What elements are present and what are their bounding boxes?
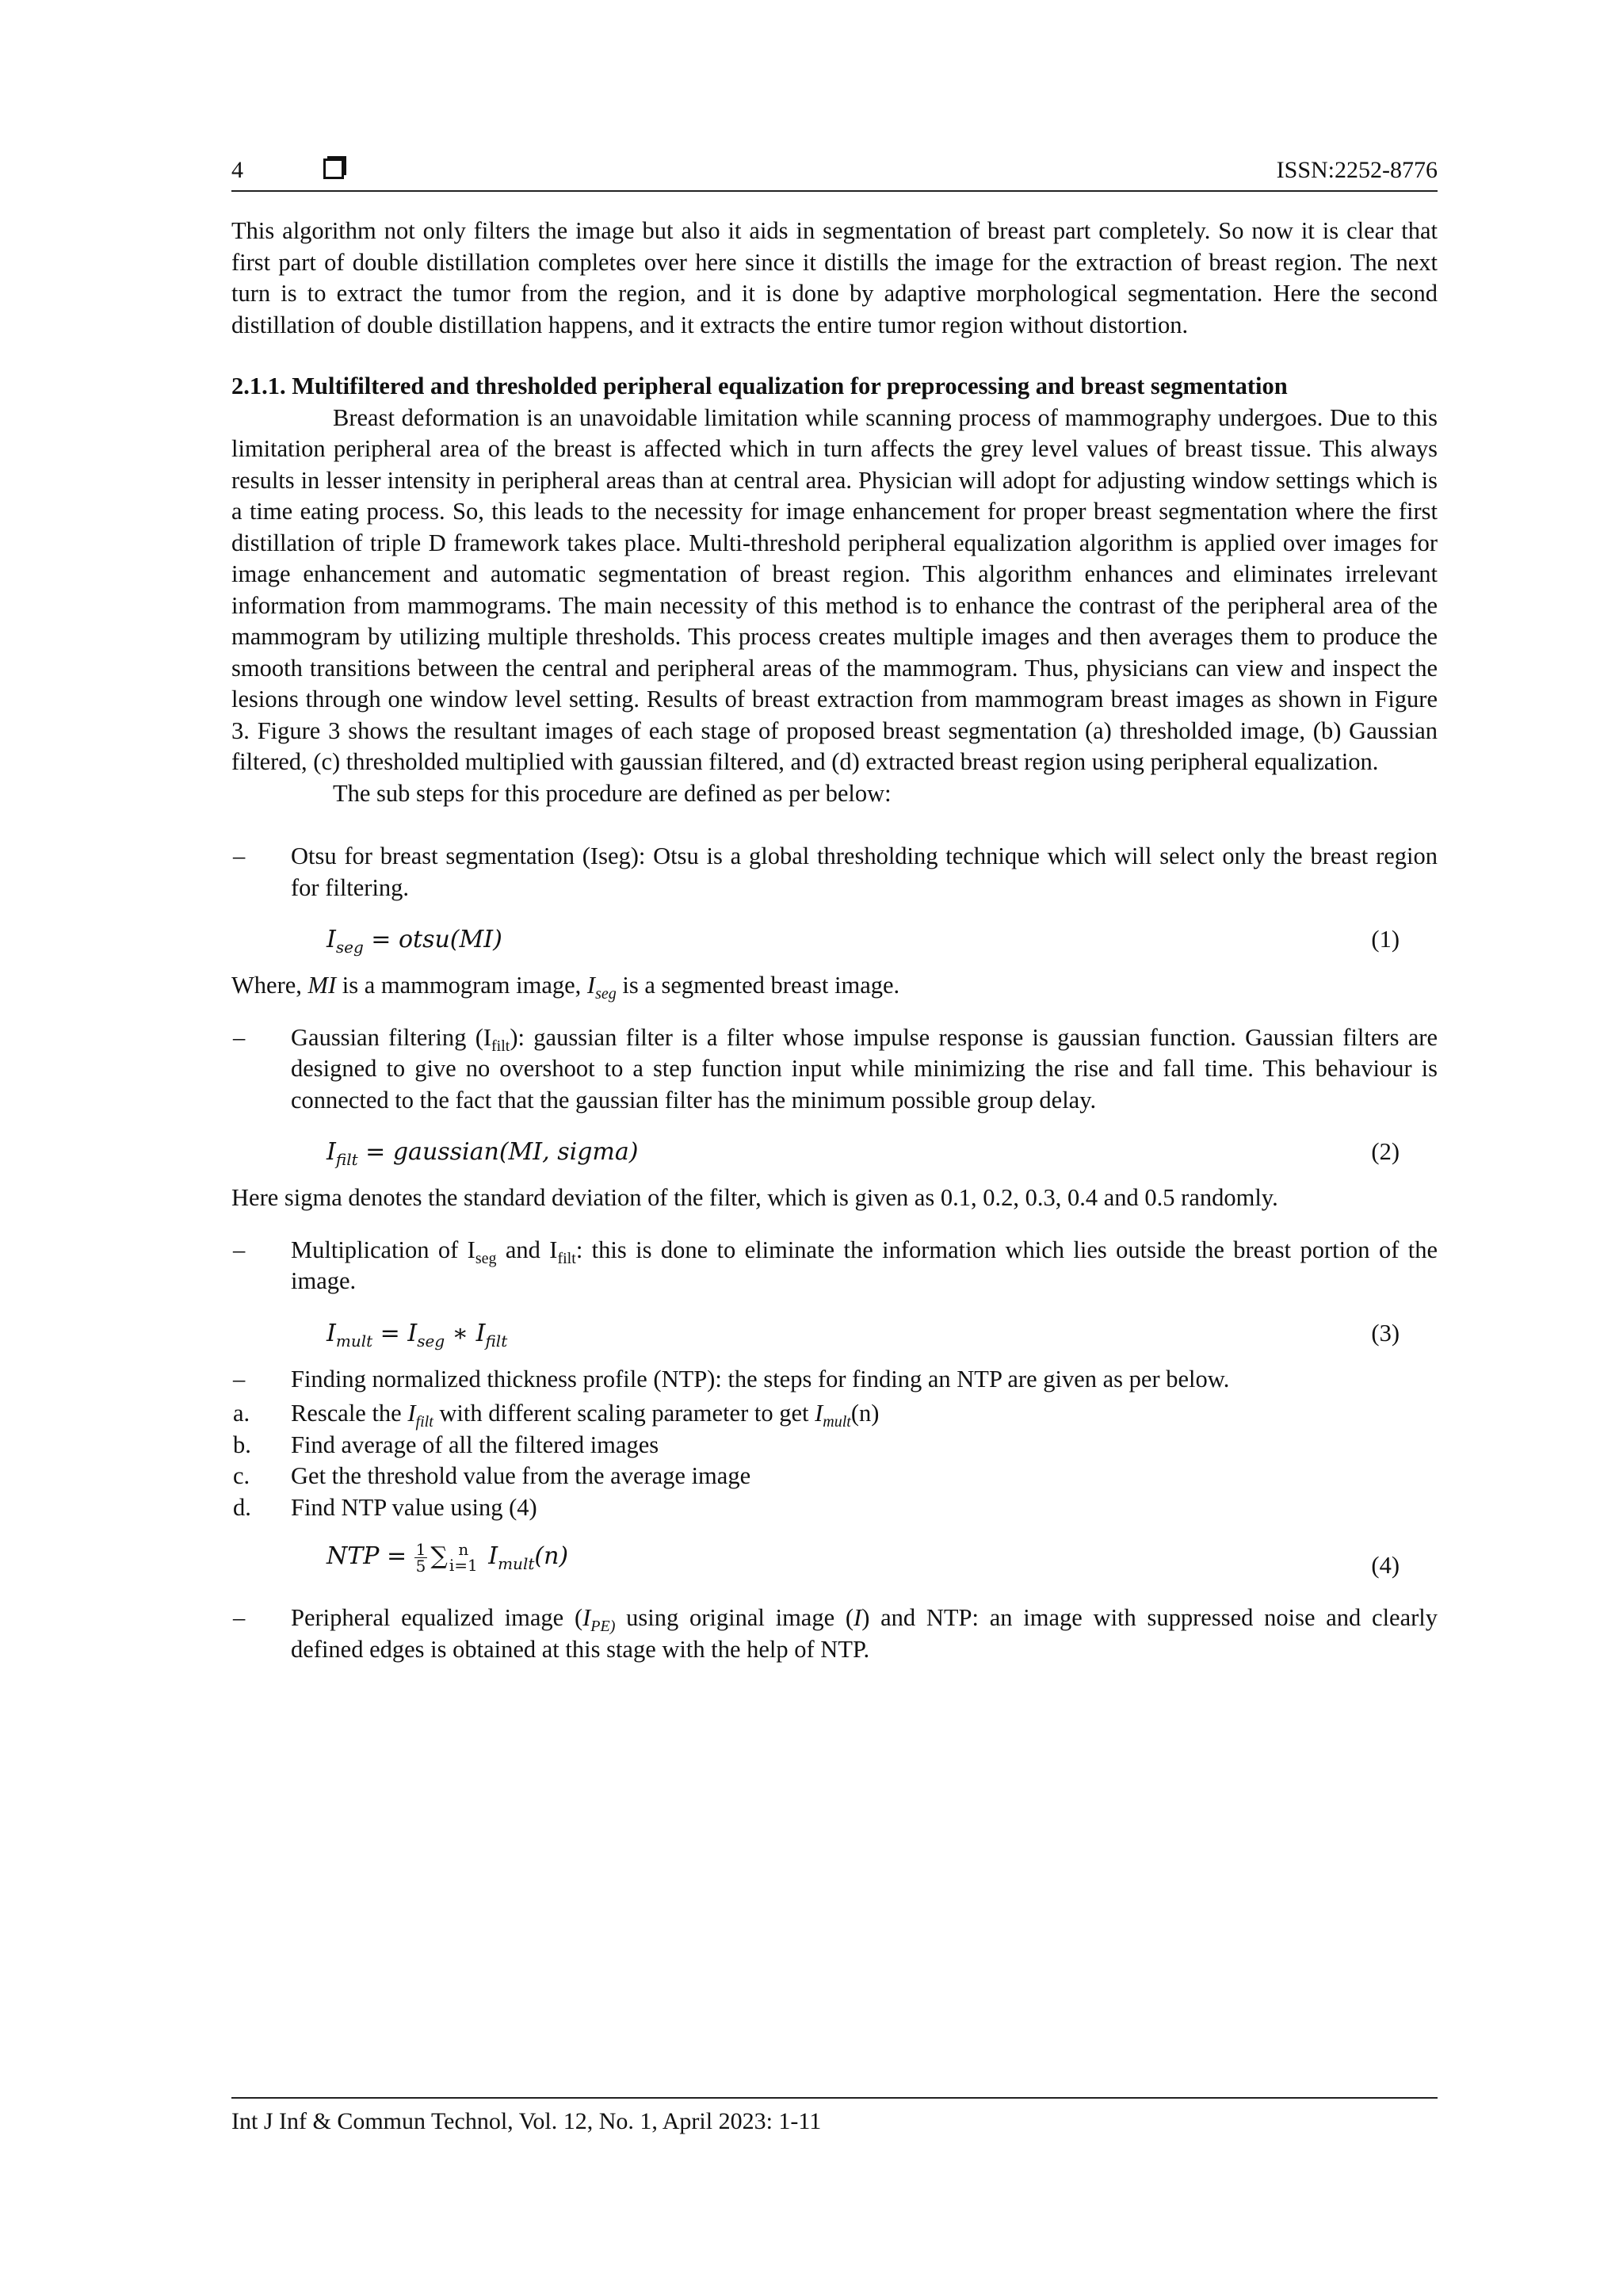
equation-1 — [231, 916, 1438, 964]
bullet-otsu-text: Otsu for breast segmentation (Iseg): Otsu is a global thresholding technique which will select only the breast region for filtering. — [291, 842, 1438, 901]
bullet-dash: – — [233, 1604, 246, 1631]
equation-1-number: (1) — [1371, 926, 1400, 953]
bullet-dash: – — [233, 842, 246, 869]
bullet-multiplication — [231, 1235, 1438, 1297]
sigma-text: Here sigma denotes the standard deviation of the filter, which is given as 0.1, 0.2, 0.3, 0.4 and 0.5 randomly. — [231, 1184, 1278, 1211]
bullet-multiplication-text: Multiplication of $I_{seg}$ and $I_{filt}$: this is done to eliminate the information which lies outside the breast portion of the image. — [291, 1236, 1438, 1294]
bullet-peripheral-text: Peripheral equalized image ($I_{PE)}$ using original image (I) and NTP: an image with suppressed noise and clearly defined edges is obtained at this stage with the help of NTP. — [291, 1604, 1438, 1663]
equation-3-number: (3) — [1371, 1319, 1400, 1347]
page-footer: Int J Inf & Commun Technol, Vol. 12, No. 1, April 2023: 1-11 — [231, 2097, 1438, 2135]
equation-4-number: (4) — [1371, 1552, 1400, 1579]
bullet-peripheral-equalized — [231, 1603, 1438, 1665]
equation-2 — [231, 1129, 1438, 1176]
intro-paragraph: This algorithm not only filters the image but also it aids in segmentation of breast part completely. So now it is clear that first part of double distillation completes over here since it distills the image for the extraction of breast region. The next turn is to extract the tumor from the region, and it is done by adaptive morphological segmentation. Here the second distillation of double distillation happens, and it extracts the entire tumor region without distortion. — [231, 217, 1438, 338]
bullet-gaussian-text: Gaussian filtering $(I_{filt})$: gaussian filter is a filter whose impulse response is gaussian function. Gaussian filters are designed to give no overshoot to a step function input while minimizing the rise and fall time. This behaviour is connected to the fact that the gaussian filter has the minimum possible group delay. — [291, 1023, 1438, 1114]
section-paragraph-1: Breast deformation is an unavoidable limitation while scanning process of mammography undergoes. Due to this limitation peripheral area of the breast is affected which in turn affects the grey level values of breast tissue. This always results in lesser intensity in peripheral areas than at central area. Physician will adopt for adjusting window settings which is a time eating process. So, this leads to the necessity for image enhancement for proper breast segmentation where the first distillation of triple D framework takes place. Multi-threshold peripheral equalization algorithm is applied over images for image enhancement and automatic segmentation of breast region. This algorithm enhances and eliminates irrelevant information from mammograms. The main necessity of this method is to enhance the contrast of the peripheral area of the mammogram by utilizing multiple thresholds. This process creates multiple images and then averages them to produce the smooth transitions between the central and peripheral areas of the mammogram. Thus, physicians can view and inspect the lesions through one window level setting. Results of breast extraction from mammogram breast images as shown in Figure 3. Figure 3 shows the resultant images of each stage of proposed breast segmentation (a) thresholded image, (b) Gaussian filtered, (c) thresholded multiplied with gaussian filtered, and (d) extracted breast region using peripheral equalization. — [231, 403, 1438, 775]
list-item: a. Rescale the $I_{filt}$ with different scaling parameter to get $I_{mult}(n)$ — [233, 1400, 880, 1431]
bullet-dash: – — [233, 1236, 246, 1263]
bullet-ntp — [231, 1364, 1438, 1396]
page-number: 4 — [231, 157, 243, 183]
equation-4 — [231, 1536, 1438, 1596]
ntp-steps-list — [231, 1398, 1438, 1523]
issn-label: ISSN:2252-8776 — [1276, 157, 1438, 183]
checkbox-square-icon — [323, 159, 344, 179]
bullet-otsu — [231, 841, 1438, 904]
list-item: b. Find average of all the filtered images — [233, 1431, 659, 1458]
equation-2-formula: $I_{filt}$ = gaussian(MI, sigma) — [327, 1138, 639, 1169]
equation-1-formula: $I_{seg}$ = otsu(MI) — [327, 926, 502, 957]
section-paragraph-2: The sub steps for this procedure are defined as per below: — [333, 779, 892, 807]
equation-2-number: (2) — [1371, 1138, 1400, 1165]
bullet-gaussian — [231, 1022, 1438, 1117]
where-text: Where, MI is a mammogram image, $I_{seg}$ is a segmented breast image. — [231, 972, 900, 1003]
list-item: d. Find NTP value using (4) — [233, 1493, 537, 1521]
equation-3 — [231, 1310, 1438, 1358]
body-text — [231, 216, 1438, 1665]
section-heading: 2.1.1. Multifiltered and thresholded peripheral equalization for preprocessing and breast segmentation — [231, 372, 1288, 399]
bullet-dash: – — [233, 1023, 246, 1051]
equation-3-formula: $I_{mult} = I_{seg}$ ∗ $I_{filt}$ — [327, 1319, 508, 1350]
bullet-dash: – — [233, 1365, 246, 1392]
page-header — [231, 155, 1438, 192]
list-item: c. Get the threshold value from the average image — [233, 1462, 751, 1489]
equation-4-formula: NTP = $\frac{1}{5}$ ∑ n i=1 $I_{mult}(n)$ — [327, 1539, 569, 1576]
bullet-ntp-text: Finding normalized thickness profile (NTP): the steps for finding an NTP are given as per below. — [291, 1365, 1230, 1392]
